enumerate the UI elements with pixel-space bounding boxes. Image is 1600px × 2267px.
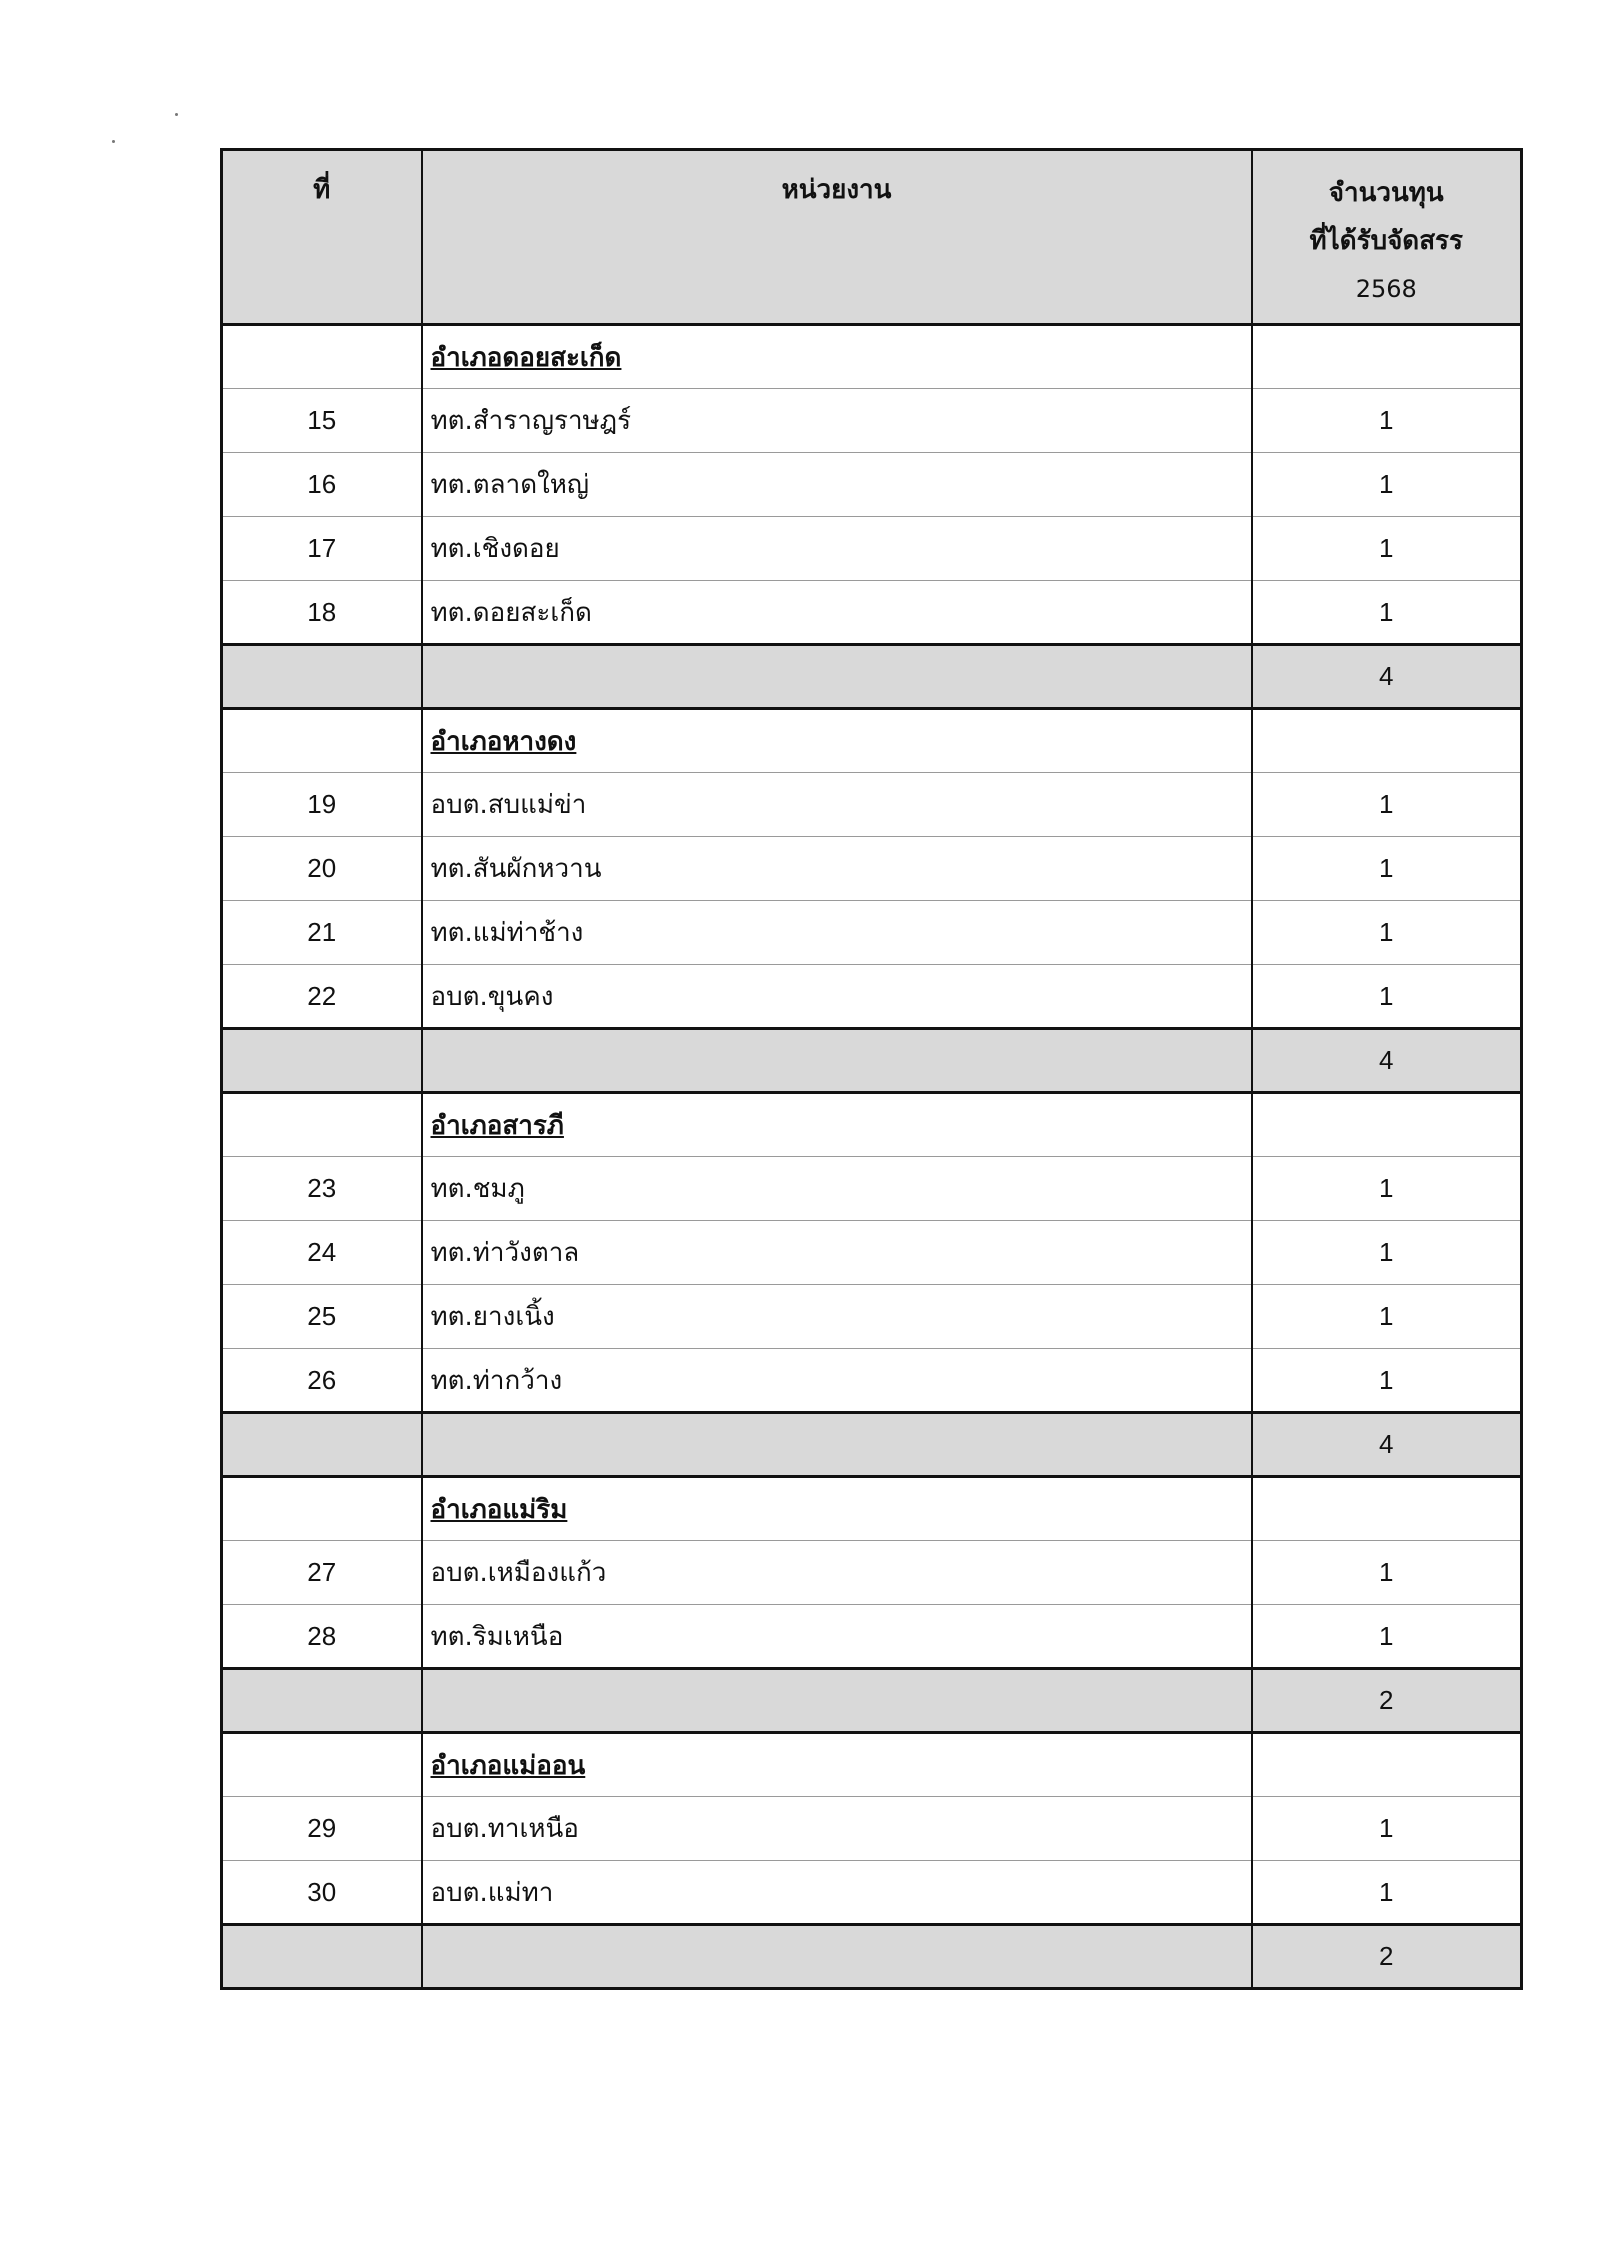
row-unit: อบต.แม่ทา	[422, 1861, 1252, 1925]
row-no: 16	[222, 453, 422, 517]
district-amount	[1252, 1477, 1522, 1541]
district-group	[222, 325, 1522, 709]
table-row	[222, 901, 1522, 965]
table-row	[222, 1157, 1522, 1221]
district-no	[222, 1093, 422, 1157]
district-group	[222, 1093, 1522, 1477]
district-no	[222, 1733, 422, 1797]
district-name: อำเภอสารภี	[422, 1093, 1252, 1157]
subtotal-no	[222, 1413, 422, 1477]
row-amount: 1	[1252, 517, 1522, 581]
subtotal-amount: 2	[1252, 1669, 1522, 1733]
row-no: 23	[222, 1157, 422, 1221]
district-group	[222, 1733, 1522, 1989]
row-no: 17	[222, 517, 422, 581]
row-unit: อบต.สบแม่ข่า	[422, 773, 1252, 837]
subtotal-amount: 4	[1252, 1029, 1522, 1093]
row-amount: 1	[1252, 965, 1522, 1029]
district-group	[222, 1477, 1522, 1733]
district-amount	[1252, 325, 1522, 389]
row-amount: 1	[1252, 1285, 1522, 1349]
row-unit: ทต.ยางเนิ้ง	[422, 1285, 1252, 1349]
row-amount: 1	[1252, 1157, 1522, 1221]
row-unit: อบต.ทาเหนือ	[422, 1797, 1252, 1861]
row-no: 27	[222, 1541, 422, 1605]
district-name: อำเภอแม่ออน	[422, 1733, 1252, 1797]
district-amount	[1252, 709, 1522, 773]
row-amount: 1	[1252, 581, 1522, 645]
table-header	[222, 150, 1522, 325]
subtotal-unit	[422, 645, 1252, 709]
subtotal-amount: 4	[1252, 1413, 1522, 1477]
row-unit: ทต.ท่ากว้าง	[422, 1349, 1252, 1413]
table-row	[222, 517, 1522, 581]
subtotal-row	[222, 1029, 1522, 1093]
row-amount: 1	[1252, 1349, 1522, 1413]
district-row	[222, 1733, 1522, 1797]
row-unit: อบต.ขุนคง	[422, 965, 1252, 1029]
row-amount: 1	[1252, 773, 1522, 837]
subtotal-amount: 4	[1252, 645, 1522, 709]
table-row	[222, 581, 1522, 645]
table-row	[222, 1541, 1522, 1605]
row-amount: 1	[1252, 1541, 1522, 1605]
header-amount-line2: ที่ได้รับจัดสรร	[1309, 226, 1463, 256]
scan-speck	[112, 140, 115, 143]
subtotal-row	[222, 1413, 1522, 1477]
row-no: 26	[222, 1349, 422, 1413]
row-amount: 1	[1252, 389, 1522, 453]
row-unit: ทต.เชิงดอย	[422, 517, 1252, 581]
district-row	[222, 1093, 1522, 1157]
row-unit: ทต.สำราญราษฎร์	[422, 389, 1252, 453]
row-amount: 1	[1252, 453, 1522, 517]
subtotal-row	[222, 1925, 1522, 1989]
district-name: อำเภอหางดง	[422, 709, 1252, 773]
header-amount-line1: จำนวนทุน	[1328, 178, 1444, 208]
row-unit: ทต.ชมภู	[422, 1157, 1252, 1221]
table-row	[222, 1797, 1522, 1861]
row-no: 19	[222, 773, 422, 837]
row-unit: ทต.ดอยสะเก็ด	[422, 581, 1252, 645]
row-no: 25	[222, 1285, 422, 1349]
table-row	[222, 389, 1522, 453]
subtotal-unit	[422, 1413, 1252, 1477]
table-row	[222, 1605, 1522, 1669]
district-name: อำเภอดอยสะเก็ด	[422, 325, 1252, 389]
header-row	[222, 150, 1522, 325]
row-no: 21	[222, 901, 422, 965]
table-row	[222, 453, 1522, 517]
district-amount	[1252, 1733, 1522, 1797]
row-unit: ทต.แม่ท่าช้าง	[422, 901, 1252, 965]
district-row	[222, 325, 1522, 389]
header-no: ที่	[222, 150, 422, 325]
row-no: 30	[222, 1861, 422, 1925]
district-no	[222, 709, 422, 773]
row-amount: 1	[1252, 1861, 1522, 1925]
row-no: 24	[222, 1221, 422, 1285]
row-amount: 1	[1252, 901, 1522, 965]
grant-allocation-table-container	[220, 148, 1520, 1990]
district-group	[222, 709, 1522, 1093]
subtotal-unit	[422, 1669, 1252, 1733]
subtotal-no	[222, 1669, 422, 1733]
header-amount-year: 2568	[1355, 275, 1417, 303]
scan-speck	[175, 113, 178, 116]
table-row	[222, 1349, 1522, 1413]
row-unit: ทต.ท่าวังตาล	[422, 1221, 1252, 1285]
header-amount	[1252, 150, 1522, 325]
subtotal-no	[222, 645, 422, 709]
district-row	[222, 709, 1522, 773]
table-row	[222, 1285, 1522, 1349]
district-row	[222, 1477, 1522, 1541]
subtotal-no	[222, 1029, 422, 1093]
subtotal-amount: 2	[1252, 1925, 1522, 1989]
row-no: 29	[222, 1797, 422, 1861]
row-amount: 1	[1252, 1221, 1522, 1285]
table-row	[222, 1861, 1522, 1925]
subtotal-unit	[422, 1925, 1252, 1989]
subtotal-no	[222, 1925, 422, 1989]
row-unit: ทต.สันผักหวาน	[422, 837, 1252, 901]
district-name: อำเภอแม่ริม	[422, 1477, 1252, 1541]
row-no: 18	[222, 581, 422, 645]
row-unit: ทต.ริมเหนือ	[422, 1605, 1252, 1669]
subtotal-row	[222, 645, 1522, 709]
row-no: 20	[222, 837, 422, 901]
row-amount: 1	[1252, 1605, 1522, 1669]
district-no	[222, 325, 422, 389]
header-unit: หน่วยงาน	[422, 150, 1252, 325]
table-row	[222, 965, 1522, 1029]
subtotal-row	[222, 1669, 1522, 1733]
district-no	[222, 1477, 422, 1541]
table-row	[222, 1221, 1522, 1285]
grant-allocation-table	[220, 148, 1523, 1990]
subtotal-unit	[422, 1029, 1252, 1093]
district-amount	[1252, 1093, 1522, 1157]
table-row	[222, 773, 1522, 837]
row-amount: 1	[1252, 1797, 1522, 1861]
table-row	[222, 837, 1522, 901]
row-no: 28	[222, 1605, 422, 1669]
row-unit: อบต.เหมืองแก้ว	[422, 1541, 1252, 1605]
row-no: 22	[222, 965, 422, 1029]
row-amount: 1	[1252, 837, 1522, 901]
row-unit: ทต.ตลาดใหญ่	[422, 453, 1252, 517]
row-no: 15	[222, 389, 422, 453]
